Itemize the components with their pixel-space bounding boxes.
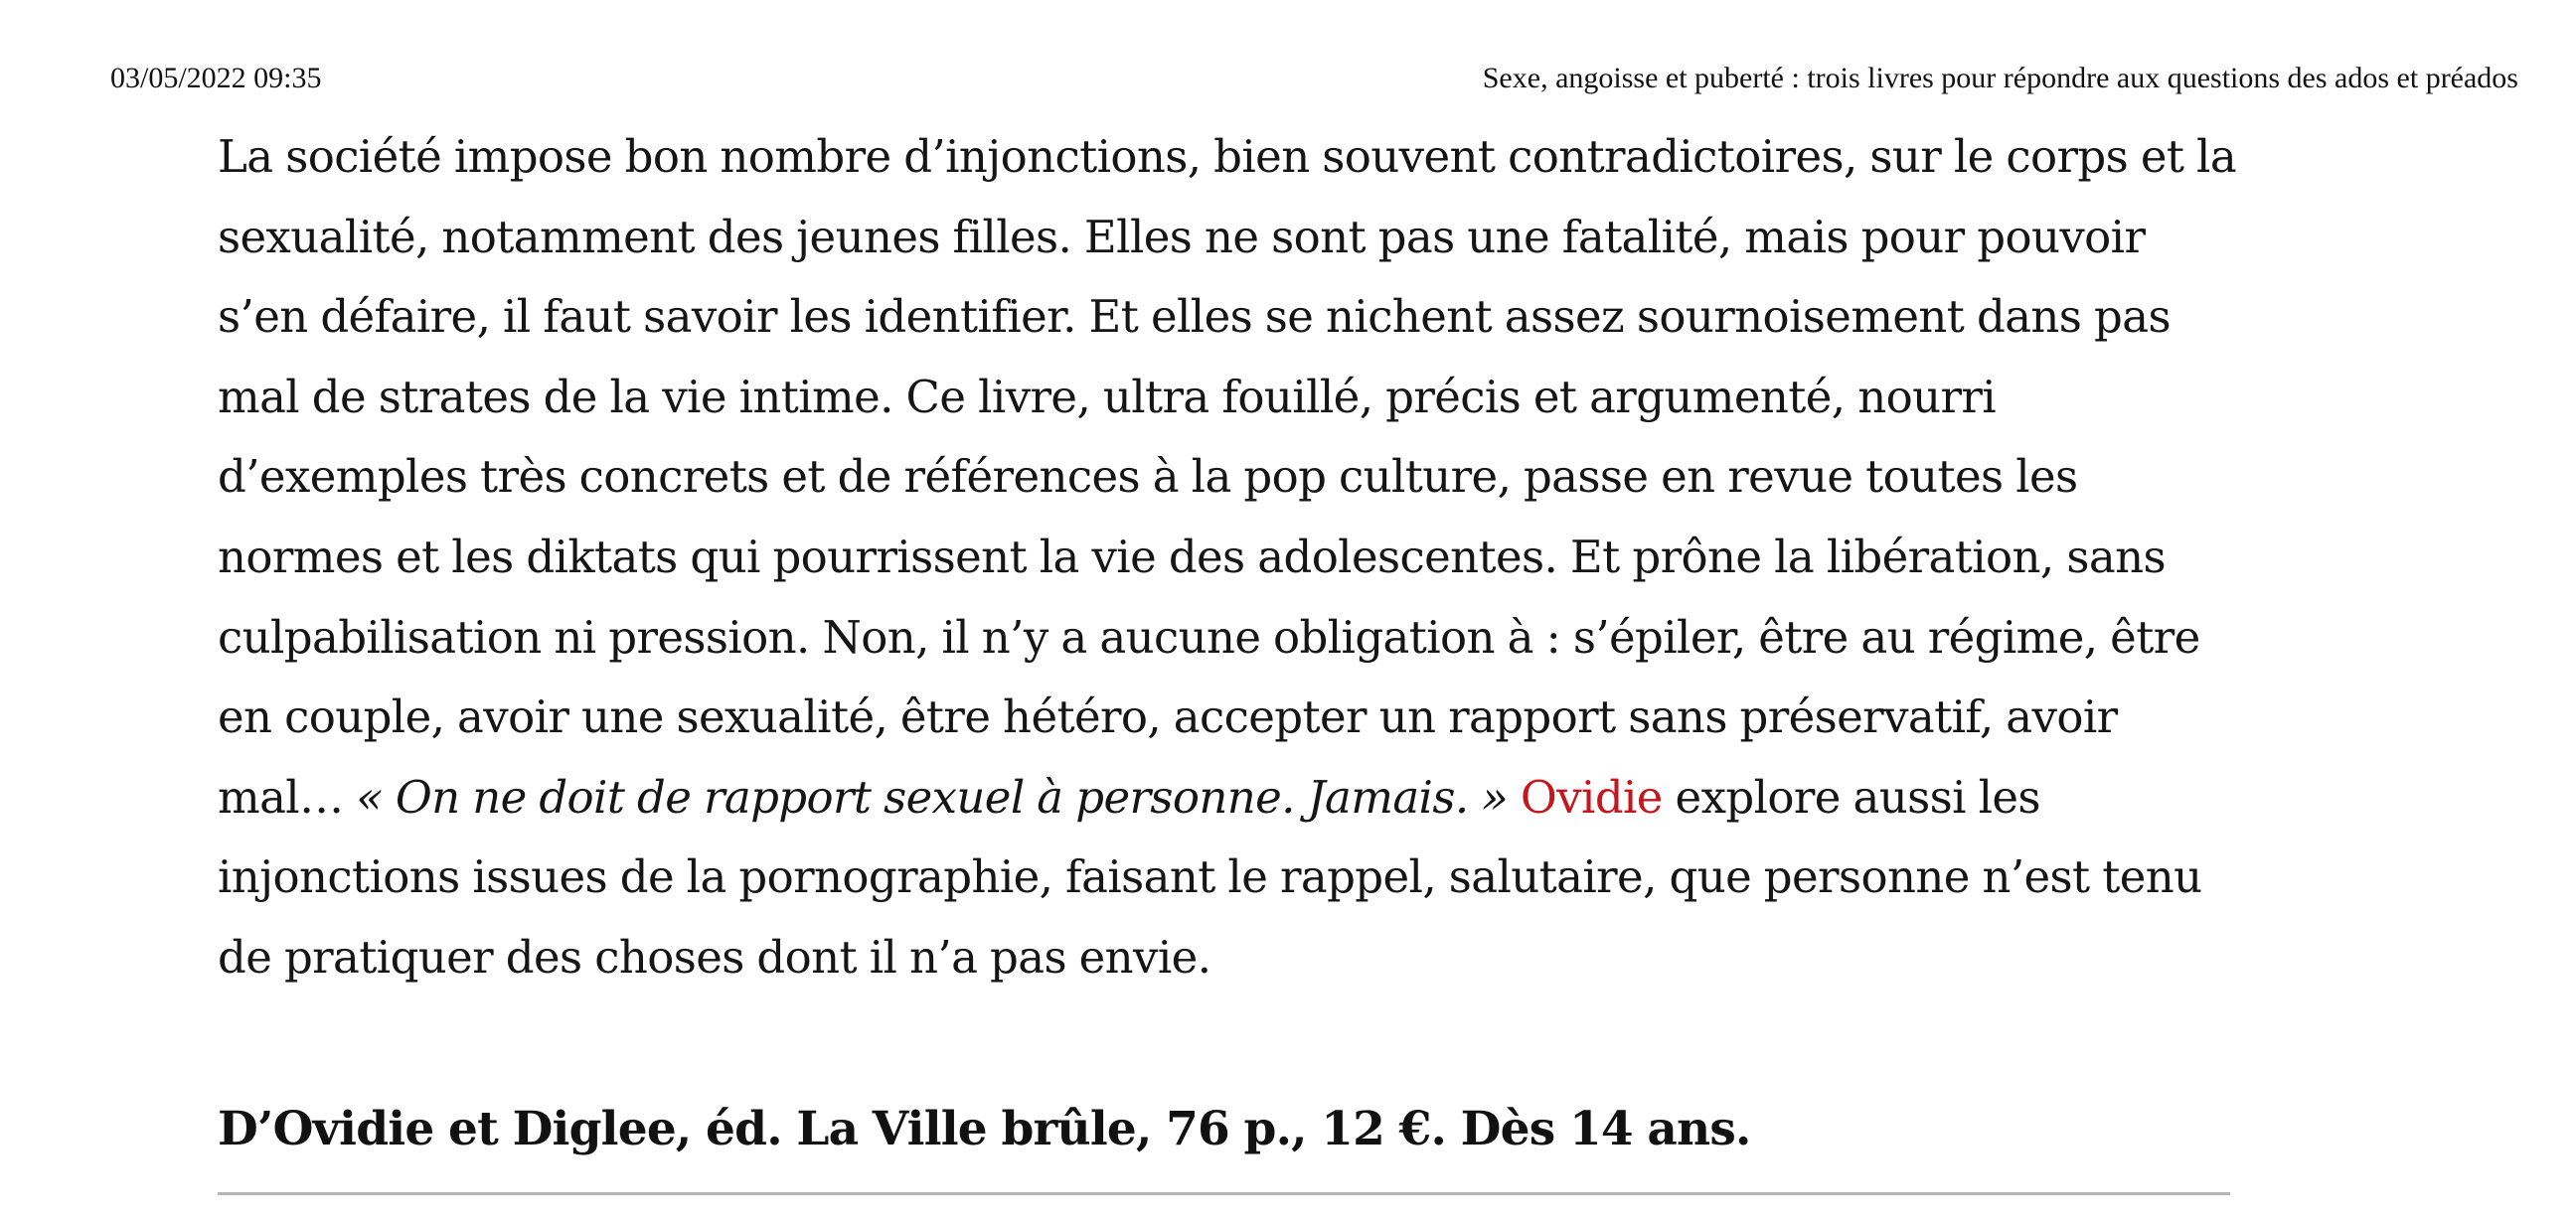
print-page-title: Sexe, angoisse et puberté : trois livres pour répondre aux questions des ados et préados: [1482, 62, 2518, 94]
print-header: [0, 62, 2576, 101]
section-divider: [218, 1192, 2230, 1195]
author-link-ovidie[interactable]: Ovidie: [1520, 770, 1663, 824]
print-datetime: 03/05/2022 09:35: [110, 62, 322, 94]
paragraph-text-start: La société impose bon nombre d’injonctions, bien souvent contradictoires, sur le corps et la sexualité, notamment des jeunes filles. Elles ne sont pas une fatalité, mais pour pouvoir s’en défaire, il faut savoir les identifier. Et elles se nichent assez sournoisement dans pas mal de strates de la vie intime. Ce livre, ultra fouillé, précis et argumenté, nourri d’exemples très concrets et de références à la pop culture, passe en revue toutes les normes et les diktats qui pourrissent la vie des adolescentes. Et prône la libération, sans culpabilisation ni pression. Non, il n’y a aucune obligation à : s’épiler, être au régime, être en couple, avoir une sexualité, être hétéro, accepter un rapport sans préservatif, avoir mal…: [218, 130, 2237, 824]
book-credits: D’Ovidie et Diglee, éd. La Ville brûle, 76 p., 12 €. Dès 14 ans.: [218, 1102, 1751, 1156]
italic-quote: « On ne doit de rapport sexuel à personne. Jamais. »: [356, 770, 1509, 824]
article-paragraph: [218, 117, 2245, 998]
article-body: [218, 117, 2245, 998]
paragraph-text-end: explore aussi les injonctions issues de la pornographie, faisant le rappel, salutaire, que personne n’est tenu de pratiquer des choses dont il n’a pas envie.: [218, 770, 2202, 984]
